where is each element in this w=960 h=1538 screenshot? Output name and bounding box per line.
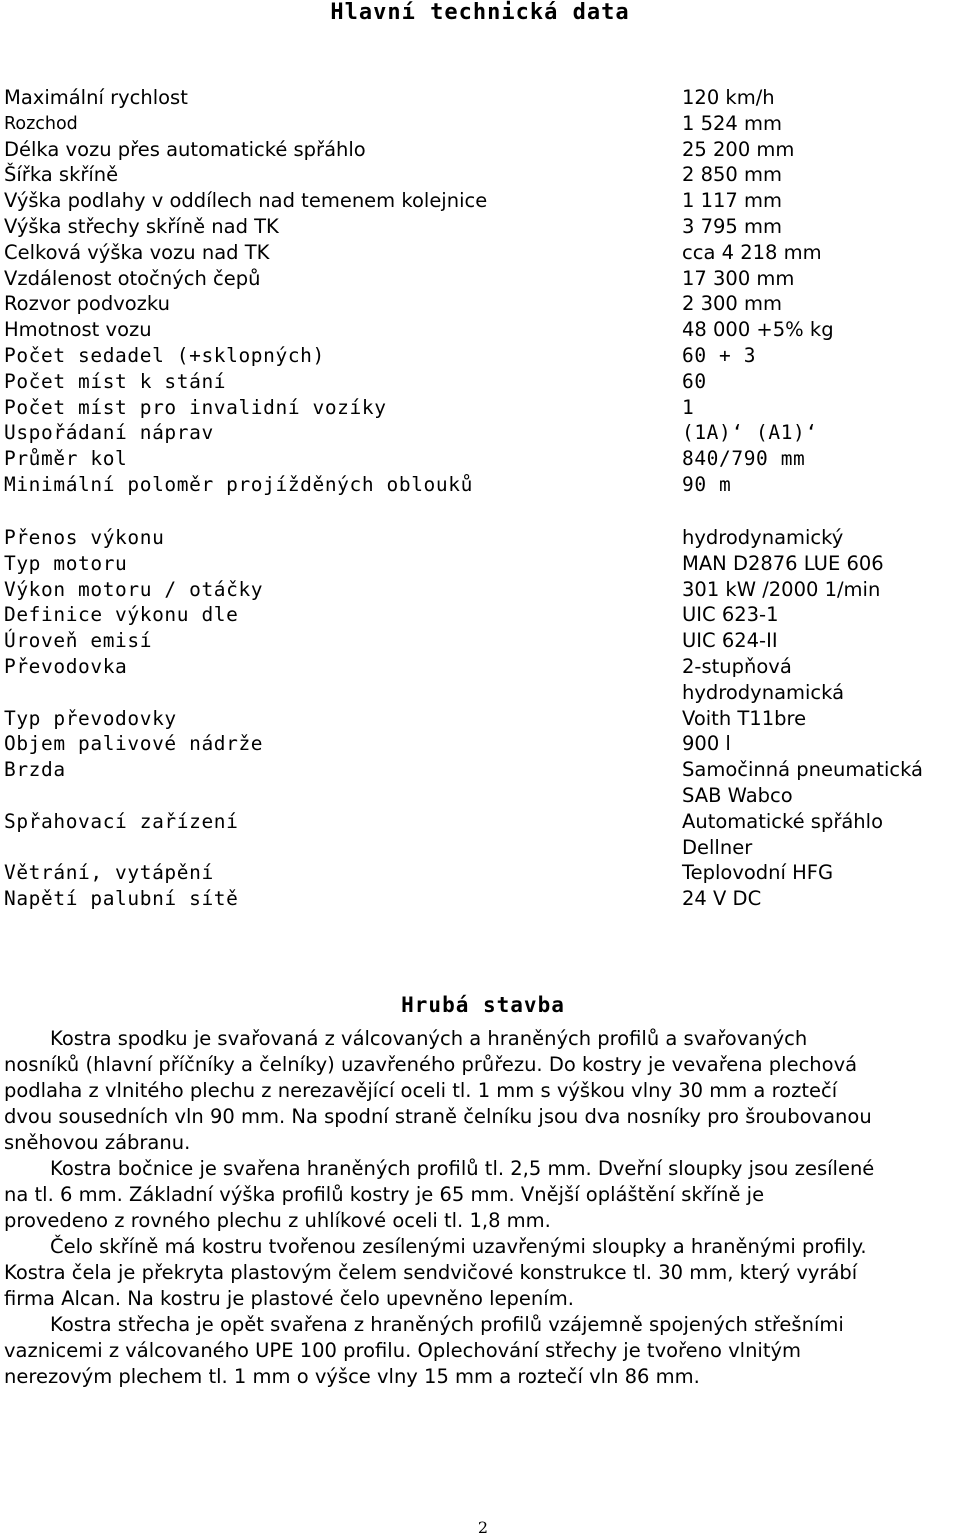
spec-value: Teplovodní HFG (682, 861, 834, 885)
spec-row (4, 783, 954, 809)
spec-row (4, 137, 954, 163)
spec-value: 840/790 mm (682, 447, 806, 471)
spec-label: Vzdálenost otočných čepů (4, 266, 261, 290)
spec-label: Počet míst pro invalidní vozíky (4, 395, 387, 419)
spec-label: Definice výkonu dle (4, 603, 239, 627)
spec-value: 25 200 mm (682, 137, 795, 161)
spec-value: MAN D2876 LUE 606 (682, 551, 884, 575)
paragraph-line: firma Alcan. Na kostru je plastové čelo upevněno lepením. (4, 1287, 574, 1310)
spec-row (4, 680, 954, 706)
spec-table-dimensions (4, 85, 954, 343)
spec-label: Výška střechy skříně nad TK (4, 214, 279, 238)
spec-value: SAB Wabco (682, 783, 793, 807)
spec-label: Spřahovací zařízení (4, 809, 239, 833)
spec-label: Délka vozu přes automatické spřáhlo (4, 137, 366, 161)
spec-label: Rozvor podvozku (4, 292, 170, 316)
spec-row (4, 551, 954, 577)
spec-row (4, 240, 954, 266)
spec-row (4, 860, 954, 886)
spec-row (4, 85, 954, 111)
spec-row (4, 266, 954, 292)
spec-label: Napětí palubní sítě (4, 887, 239, 911)
spec-label: Přenos výkonu (4, 526, 165, 549)
spec-value: 900 l (682, 732, 731, 756)
paragraph-line: provedeno z rovného plechu z uhlíkové oceli tl. 1,8 mm. (4, 1209, 551, 1232)
spec-row (4, 809, 954, 835)
spec-row (4, 602, 954, 628)
spec-label: Celková výška vozu nad TK (4, 240, 270, 264)
spec-row (4, 757, 954, 783)
spec-value: 24 V DC (682, 887, 762, 911)
paragraph-line: nosníků (hlavní příčníky a čelníky) uzavřeného průřezu. Do kostry je vevařena plechová (4, 1053, 858, 1076)
paragraph-line: na tl. 6 mm. Základní výška profilů kostry je 65 mm. Vnější opláštění skříně je (4, 1183, 765, 1206)
spec-value: UIC 623-1 (682, 603, 779, 627)
section-title: Hrubá stavba (401, 993, 565, 1017)
spec-label: Šířka skříně (4, 163, 119, 187)
spec-row (4, 343, 954, 369)
spec-value: hydrodynamická (682, 680, 845, 704)
paragraph-line: Kostra čela je překryta plastovým čelem sendvičové konstrukce tl. 30 mm, který vyrábí (4, 1261, 858, 1284)
spec-row (4, 706, 954, 732)
paragraph-line: dvou sousedních vln 90 mm. Na spodní straně čelníku jsou dva nosníky pro šroubovanou (4, 1105, 872, 1128)
spec-value: 90 m (682, 472, 732, 496)
spec-row (4, 628, 954, 654)
spec-value: cca 4 218 mm (682, 240, 822, 264)
spec-value: 60 (682, 369, 707, 393)
spec-value: hydrodynamický (682, 526, 844, 549)
spec-row (4, 886, 954, 912)
spec-label: Minimální poloměr projížděných oblouků (4, 472, 473, 496)
paragraph-line: nerezovým plechem tl. 1 mm o výšce vlny 15 mm a roztečí vln 86 mm. (4, 1365, 700, 1388)
spec-value: 2 850 mm (682, 163, 783, 187)
paragraph-line: vaznicemi z válcovaného UPE 100 profilu. Oplechování střechy je tvořeno vlnitým (4, 1339, 802, 1362)
spec-table-capacity (4, 343, 954, 498)
spec-row (4, 577, 954, 603)
spec-label: Typ motoru (4, 551, 128, 575)
spec-value: 48 000 +5% kg (682, 318, 834, 342)
spec-value: Voith T11bre (682, 706, 807, 730)
spec-row (4, 835, 954, 861)
spec-label: Převodovka (4, 654, 128, 678)
spec-value: 1 (682, 395, 695, 419)
spec-value: Automatické spřáhlo (682, 809, 884, 833)
spec-label: Brzda (4, 758, 66, 782)
spec-label: Výkon motoru / otáčky (4, 577, 264, 601)
spec-label: Počet sedadel (+sklopných) (4, 344, 325, 367)
spec-value: 120 km/h (682, 86, 775, 109)
paragraph-line: Kostra bočnice je svařena hraněných profilů tl. 2,5 mm. Dveřní sloupky jsou zesílené (50, 1157, 875, 1180)
spec-label: Hmotnost vozu (4, 318, 152, 342)
spec-row (4, 188, 954, 214)
spec-label: Větrání, vytápění (4, 861, 214, 885)
spec-label: Úroveň emisí (4, 629, 153, 653)
spec-row (4, 525, 954, 551)
spec-row (4, 214, 954, 240)
spec-label: Průměr kol (4, 447, 128, 471)
paragraph-line: sněhovou zábranu. (4, 1131, 191, 1154)
spec-value: 1 117 mm (682, 189, 783, 213)
body-paragraphs (4, 1026, 960, 1390)
spec-value: 1 524 mm (682, 111, 783, 135)
spec-value: (1A)‘ (A1)‘ (682, 421, 818, 445)
paragraph-line: Kostra spodku je svařovaná z válcovaných a hraněných profilů a svařovaných (50, 1027, 808, 1050)
spec-row (4, 446, 954, 472)
paragraph-line: Kostra střecha je opět svařena z hraněných profilů vzájemně spojených střešními (50, 1313, 844, 1336)
spec-value: 3 795 mm (682, 214, 783, 238)
page-number: 2 (477, 1518, 489, 1537)
spec-row (4, 731, 954, 757)
spec-value: 2 300 mm (682, 292, 783, 316)
spec-row (4, 369, 954, 395)
spec-label: Maximální rychlost (4, 86, 188, 109)
spec-row (4, 420, 954, 446)
spec-row (4, 395, 954, 421)
spec-label: Výška podlahy v oddílech nad temenem kolejnice (4, 189, 488, 213)
spec-row (4, 162, 954, 188)
spec-value: UIC 624-II (682, 629, 778, 653)
spec-label: Rozchod (4, 113, 78, 134)
spec-label: Počet míst k stání (4, 369, 227, 393)
spec-value: 301 kW /2000 1/min (682, 577, 881, 601)
spec-label: Uspořádaní náprav (4, 421, 214, 445)
spec-value: 2-stupňová (682, 654, 792, 678)
page-title: Hlavní technická data (330, 0, 630, 25)
spec-value: 60 + 3 (682, 344, 757, 367)
spec-value: 17 300 mm (682, 266, 795, 290)
spec-row (4, 654, 954, 680)
paragraph-line: podlaha z vlnitého plechu z nerezavějící oceli tl. 1 mm s výškou vlny 30 mm a roztečí (4, 1079, 838, 1102)
spec-label: Objem palivové nádrže (4, 732, 264, 756)
spec-row (4, 317, 954, 343)
paragraph-line: Čelo skříně má kostru tvořenou zesílenými uzavřenými sloupky a hraněnými profily. (50, 1235, 867, 1258)
spec-value: Dellner (682, 835, 753, 859)
spec-value: Samočinná pneumatická (682, 758, 923, 782)
spec-table-drivetrain (4, 525, 954, 912)
spec-row (4, 111, 954, 137)
spec-row (4, 291, 954, 317)
spec-row (4, 472, 954, 498)
spec-label: Typ převodovky (4, 706, 177, 730)
